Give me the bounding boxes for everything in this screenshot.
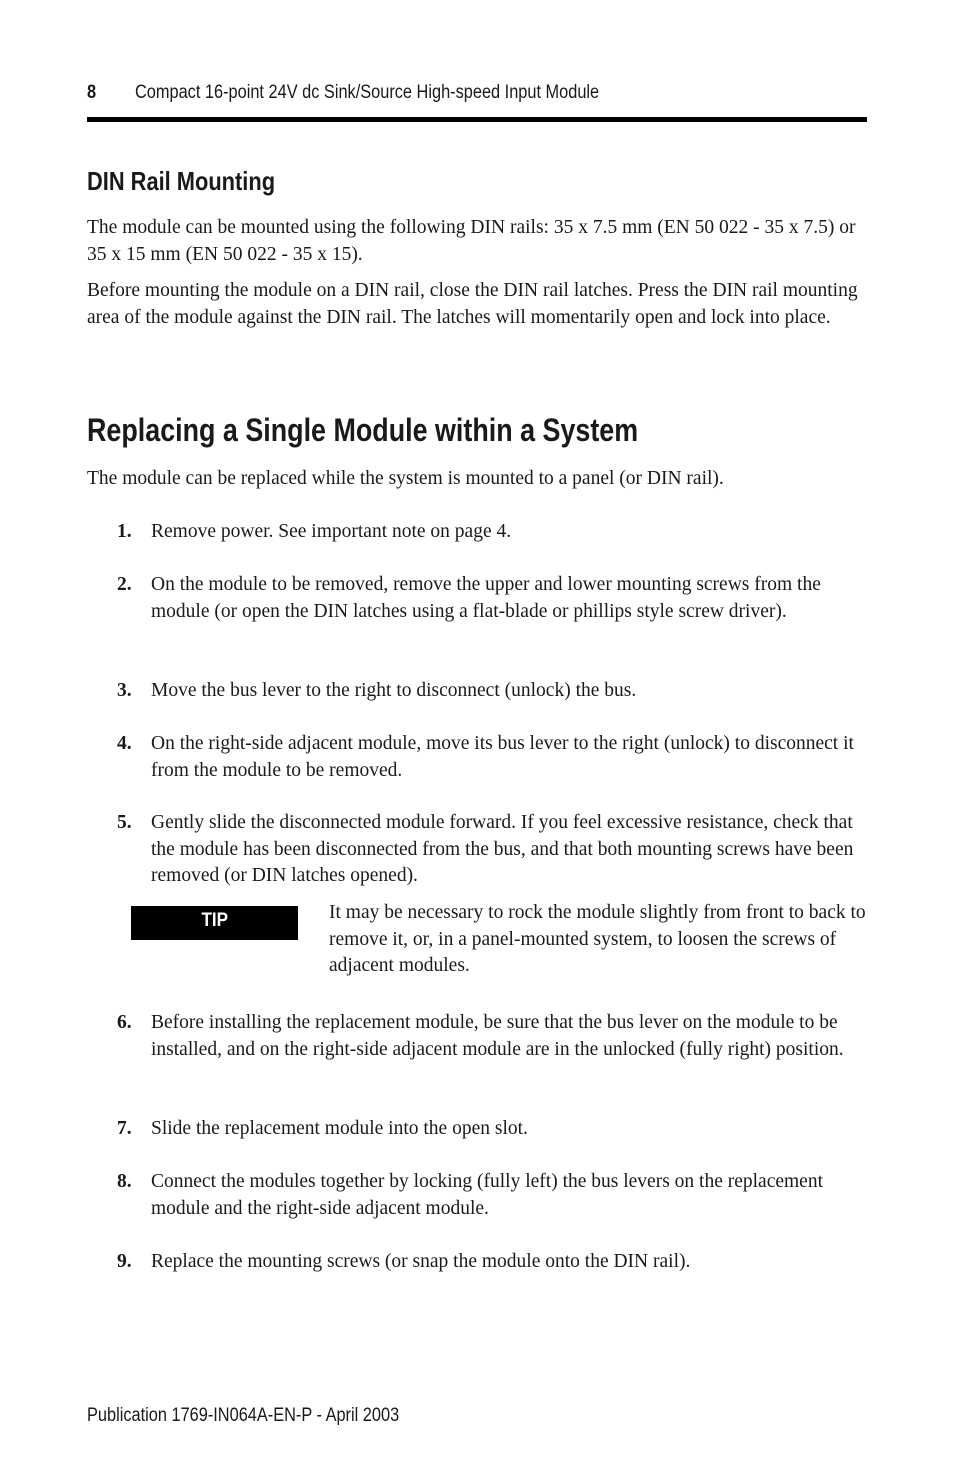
step-number: 4. [117, 733, 132, 754]
din-paragraph-2: Before mounting the module on a DIN rail, close the DIN rail latches. Press the DIN rail mounting area of the module against the DIN rail. The latches will momentarily open and lock into place. [87, 280, 858, 328]
din-rail-heading: DIN Rail Mounting [87, 166, 276, 196]
step-text: Connect the modules together by locking (fully left) the bus levers on the replacement module and the right-side adjacent module. [151, 1171, 824, 1219]
step-text: On the right-side adjacent module, move its bus lever to the right (unlock) to disconnect it from the module to be removed. [151, 733, 854, 781]
step-text: On the module to be removed, remove the upper and lower mounting screws from the module (or open the DIN latches using a flat-blade or phillips style screw driver). [151, 574, 821, 622]
step-text: Slide the replacement module into the open slot. [151, 1118, 528, 1139]
page-number: 8 [87, 82, 97, 103]
step-text: Move the bus lever to the right to disconnect (unlock) the bus. [151, 680, 637, 701]
tip-badge [131, 906, 298, 940]
step-number: 1. [117, 521, 132, 542]
step-number: 8. [117, 1171, 132, 1192]
tip-text: It may be necessary to rock the module slightly from front to back to remove it, or, in a panel-mounted system, to loosen the screws of adjacent modules. [329, 902, 866, 976]
step-number: 5. [117, 812, 132, 833]
header-title: Compact 16-point 24V dc Sink/Source High-speed Input Module [135, 82, 600, 103]
tip-label: TIP [201, 910, 228, 931]
din-paragraph-1: The module can be mounted using the following DIN rails: 35 x 7.5 mm (EN 50 022 - 35 x 7.5) or 35 x 15 mm (EN 50 022 - 35 x 15). [87, 217, 856, 265]
step-text: Remove power. See important note on page 4. [151, 521, 512, 542]
replacing-intro: The module can be replaced while the system is mounted to a panel (or DIN rail). [87, 468, 724, 489]
step-number: 3. [117, 680, 132, 701]
step-text: Gently slide the disconnected module forward. If you feel excessive resistance, check that the module has been disconnected from the bus, and that both mounting screws have been removed (or DIN latches opened). [151, 812, 854, 886]
step-number: 6. [117, 1012, 132, 1033]
header-rule [87, 117, 867, 122]
page-header [87, 82, 867, 106]
step-text: Replace the mounting screws (or snap the module onto the DIN rail). [151, 1251, 691, 1272]
step-number: 7. [117, 1118, 132, 1139]
step-number: 2. [117, 574, 132, 595]
replacing-heading: Replacing a Single Module within a System [87, 412, 639, 448]
publication-footer: Publication 1769-IN064A-EN-P - April 2003 [87, 1405, 400, 1426]
step-text: Before installing the replacement module, be sure that the bus lever on the module to be installed, and on the right-side adjacent module are in the unlocked (fully right) position. [151, 1012, 844, 1060]
step-number: 9. [117, 1251, 132, 1272]
